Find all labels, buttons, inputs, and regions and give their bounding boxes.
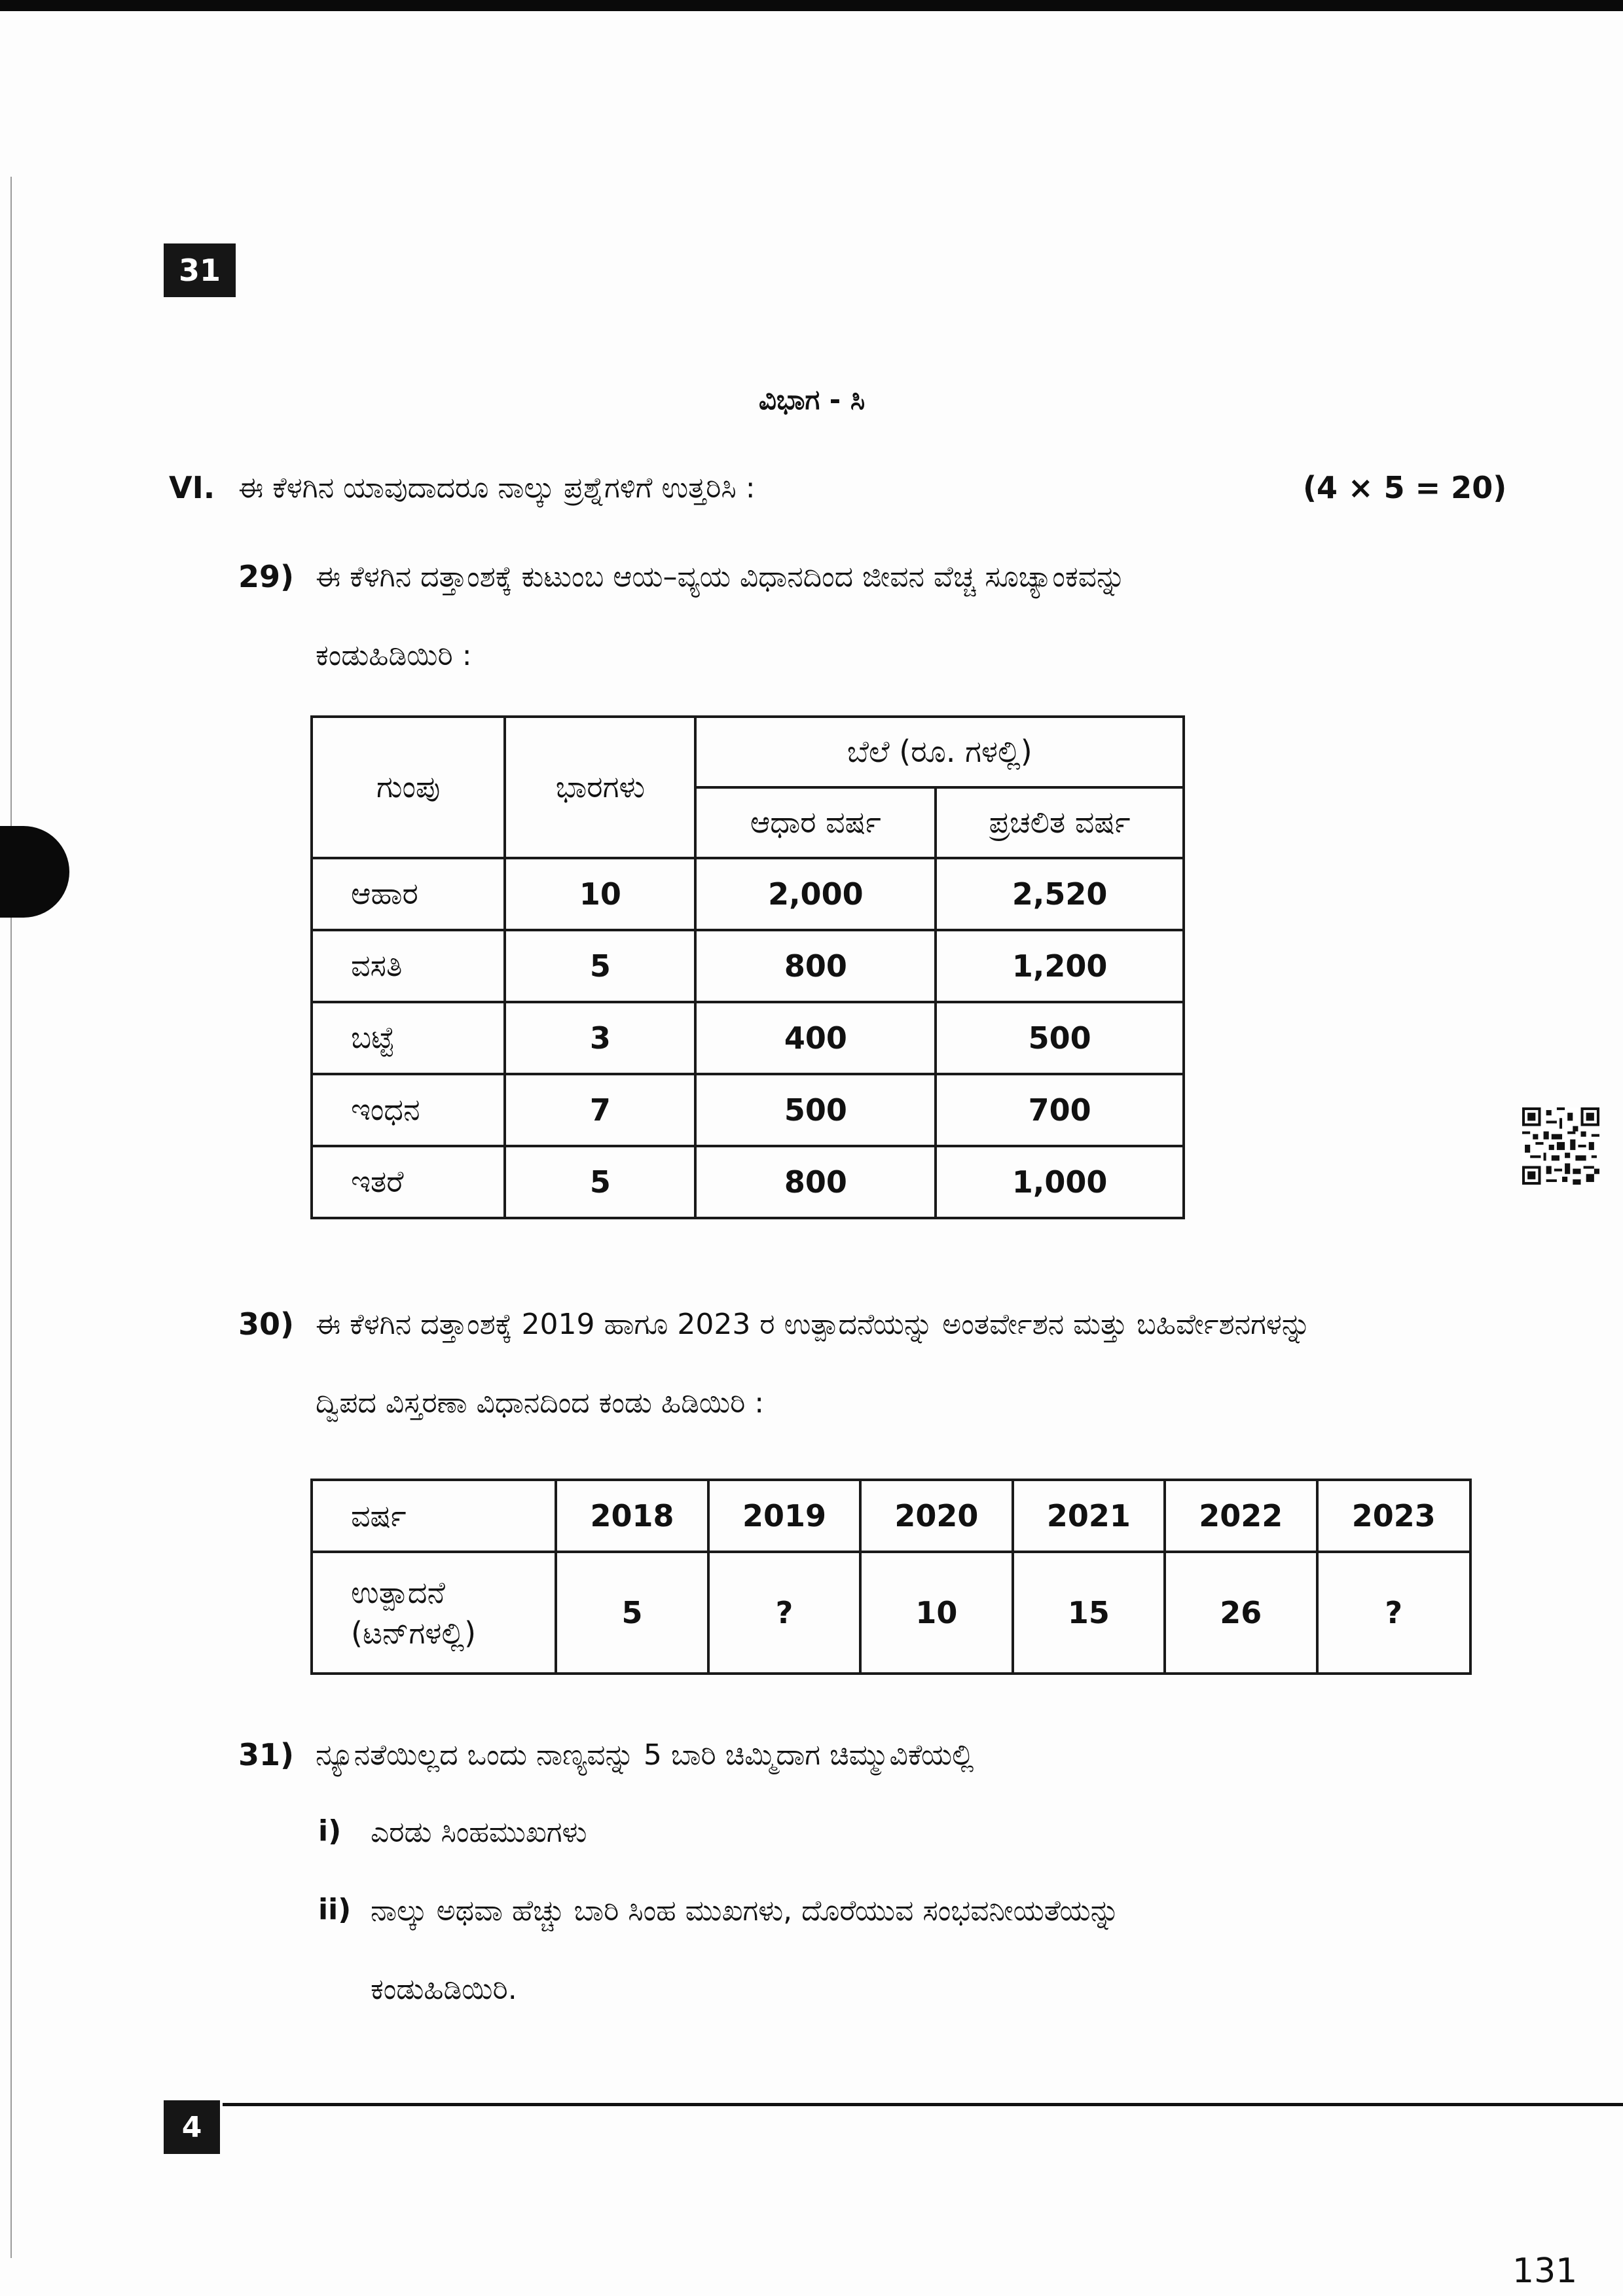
page-badge: 4 (164, 2100, 220, 2154)
top-border (0, 0, 1623, 11)
header-weights: ಭಾರಗಳು (505, 717, 695, 858)
production-cell: ? (708, 1552, 860, 1674)
table-row (312, 1146, 1184, 1218)
base-price-cell: 800 (695, 1146, 936, 1218)
section-title: ವಿಭಾಗ - ಸಿ (758, 384, 866, 416)
table-row (312, 930, 1184, 1002)
group-cell: ಆಹಾರ (312, 858, 505, 930)
base-price-cell: 400 (695, 1002, 936, 1074)
year-cell: 2022 (1165, 1480, 1317, 1552)
part-number: VI. (169, 470, 215, 505)
group-cell: ಇತರೆ (312, 1146, 505, 1218)
production-cell: 15 (1013, 1552, 1165, 1674)
q31-sub-ii-text: ನಾಲ್ಕು ಅಥವಾ ಹೆಚ್ಚು ಬಾರಿ ಸಿಂಹ ಮುಖಗಳು, ದೊರೆಯುವ ಸಂಭವನೀಯತೆಯನ್ನು (371, 1894, 1120, 1928)
production-label-line2: (ಟನ್‌ಗಳಲ್ಲಿ) (351, 1615, 477, 1651)
base-price-cell: 500 (695, 1074, 936, 1146)
footer-line (223, 2103, 1623, 2106)
table-row (312, 1074, 1184, 1146)
base-price-cell: 2,000 (695, 858, 936, 930)
production-cell: ? (1317, 1552, 1470, 1674)
table-row (312, 1552, 1470, 1674)
table-row (312, 1002, 1184, 1074)
page-number: 131 (1512, 2251, 1578, 2291)
production-table (310, 1479, 1472, 1675)
q31-number: 31) (238, 1737, 295, 1772)
weight-cell: 7 (505, 1074, 695, 1146)
q29-number: 29) (238, 559, 295, 594)
q30-text-line1: ಈ ಕೆಳಗಿನ ದತ್ತಾಂಶಕ್ಕೆ 2019 ಹಾಗೂ 2023 ರ ಉತ್ಪಾದನೆಯನ್ನು ಅಂತರ್ವೇಶನ ಮತ್ತು ಬಹಿರ್ವೇಶನಗಳನ್ನು (316, 1308, 1311, 1341)
q31-sub-ii-text2: ಕಂಡುಹಿಡಿಯಿರಿ. (371, 1973, 517, 2006)
weight-cell: 5 (505, 1146, 695, 1218)
current-price-cell: 500 (936, 1002, 1184, 1074)
production-cell: 10 (860, 1552, 1012, 1674)
weight-cell: 10 (505, 858, 695, 930)
q29-text-line2: ಕಂಡುಹಿಡಿಯಿರಿ : (316, 639, 472, 672)
year-label: ವರ್ಷ (312, 1480, 556, 1552)
qr-code-icon (1522, 1107, 1599, 1185)
production-label (312, 1552, 556, 1674)
q29-text-line1: ಈ ಕೆಳಗಿನ ದತ್ತಾಂಶಕ್ಕೆ ಕುಟುಂಬ ಆಯ–ವ್ಯಯ ವಿಧಾನದಿಂದ ಜೀವನ ವೆಚ್ಚ ಸೂಚ್ಯಾಂಕವನ್ನು (316, 560, 1126, 594)
part-instruction: ಈ ಕೆಳಗಿನ ಯಾವುದಾದರೂ ನಾಲ್ಕು ಪ್ರಶ್ನೆಗಳಿಗೆ ಉತ್ತರಿಸಿ : (238, 471, 756, 505)
year-cell: 2023 (1317, 1480, 1470, 1552)
q31-text-line1: ನ್ಯೂನತೆಯಿಲ್ಲದ ಒಂದು ನಾಣ್ಯವನ್ನು 5 ಬಾರಿ ಚಿಮ್ಮಿದಾಗ ಚಿಮ್ಮುವಿಕೆಯಲ್ಲಿ (316, 1738, 974, 1772)
group-cell: ವಸತಿ (312, 930, 505, 1002)
production-cell: 26 (1165, 1552, 1317, 1674)
group-cell: ಇಂಧನ (312, 1074, 505, 1146)
weight-cell: 3 (505, 1002, 695, 1074)
q31-sub-ii-label: ii) (318, 1893, 352, 1926)
group-cell: ಬಟ್ಟೆ (312, 1002, 505, 1074)
year-cell: 2018 (556, 1480, 708, 1552)
production-cell: 5 (556, 1552, 708, 1674)
table-row (312, 1480, 1470, 1552)
year-cell: 2019 (708, 1480, 860, 1552)
weight-cell: 5 (505, 930, 695, 1002)
base-price-cell: 800 (695, 930, 936, 1002)
left-margin-line (10, 177, 12, 2258)
year-cell: 2020 (860, 1480, 1012, 1552)
header-base-year: ಆಧಾರ ವರ್ಷ (695, 787, 936, 858)
page-edge-marker (0, 826, 69, 918)
current-price-cell: 1,000 (936, 1146, 1184, 1218)
production-label-line1: ಉತ್ಪಾದನೆ (351, 1574, 445, 1610)
q30-text-line2: ದ್ವಿಪದ ವಿಸ್ತರಣಾ ವಿಧಾನದಿಂದ ಕಂಡು ಹಿಡಿಯಿರಿ : (316, 1386, 765, 1420)
table-row (312, 858, 1184, 930)
chapter-badge: 31 (164, 243, 236, 297)
header-price: ಬೆಲೆ (ರೂ. ಗಳಲ್ಲಿ) (695, 717, 1184, 787)
header-current-year: ಪ್ರಚಲಿತ ವರ್ಷ (936, 787, 1184, 858)
q30-number: 30) (238, 1306, 295, 1342)
q31-sub-i-text: ಎರಡು ಸಿಂಹಮುಖಗಳು (371, 1816, 587, 1849)
year-cell: 2021 (1013, 1480, 1165, 1552)
header-group: ಗುಂಪು (312, 717, 505, 858)
current-price-cell: 2,520 (936, 858, 1184, 930)
part-marks: (4 × 5 = 20) (1303, 470, 1507, 505)
current-price-cell: 1,200 (936, 930, 1184, 1002)
cost-of-living-table (310, 715, 1185, 1219)
q31-sub-i-label: i) (318, 1814, 342, 1848)
current-price-cell: 700 (936, 1074, 1184, 1146)
